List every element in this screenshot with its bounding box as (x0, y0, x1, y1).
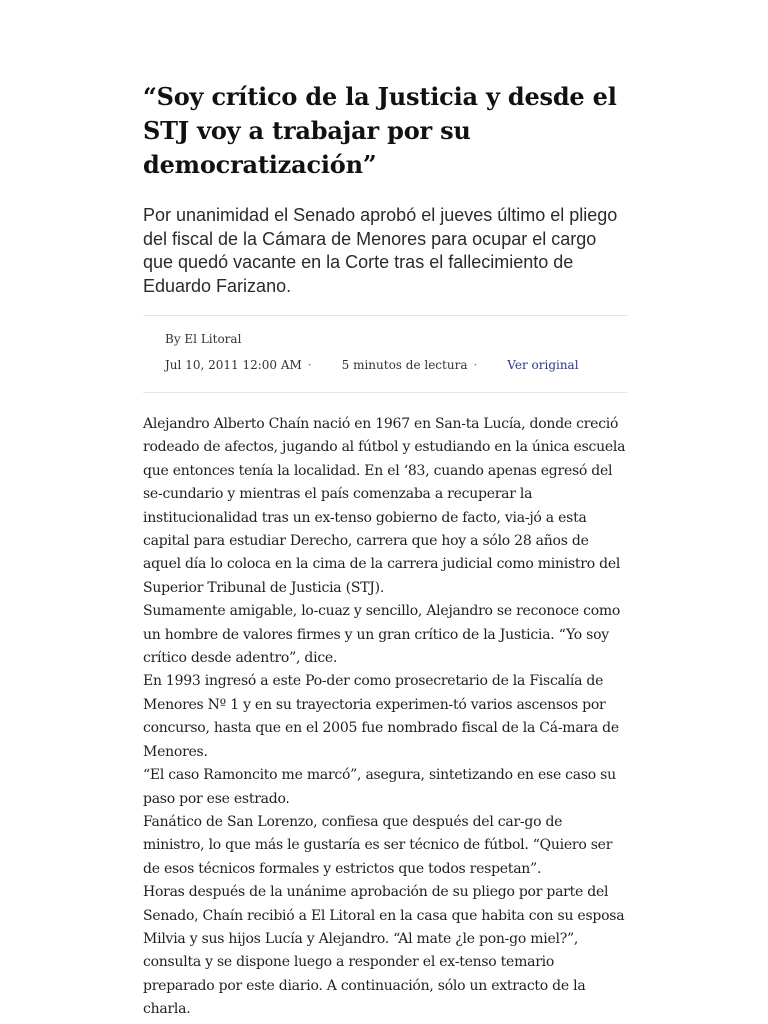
body-paragraph: En 1993 ingresó a este Po-der como prosecretario de la Fiscalía de Menores Nº 1 y en su trayectoria experimen-tó varios ascensos por concurso, hasta que en el 2005 fue nombrado fiscal de la Cá-mara de Menores. (143, 673, 619, 760)
body-paragraph: Sumamente amigable, lo-cuaz y sencillo, Alejandro se reconoce como un hombre de valores firmes y un gran crítico de la Justicia. “Yo soy crítico desde adentro”, dice. (143, 603, 621, 667)
article (143, 80, 627, 1022)
read-time: 5 minutos de lectura (341, 358, 468, 372)
body-paragraph: Alejandro Alberto Chaín nació en 1967 en San-ta Lucía, donde creció rodeado de afectos, jugando al fútbol y estudiando en la única escuela que entonces tenía la localidad. En el ‘83, cuando apenas egresó del se-cundario y mientras el país comenzaba a recuperar la institucionalidad tras un ex-tenso gobierno de facto, via-jó a esta capital para estudiar Derecho, carrera que hoy a sólo 28 años de aquel día lo coloca en la cima de la carrera judicial como ministro del Superior Tribunal de Justicia (STJ). (143, 416, 626, 596)
article-body (143, 413, 627, 1022)
view-original-link[interactable]: Ver original (507, 358, 579, 372)
body-paragraph: Horas después de la unánime aprobación de su pliego por parte del Senado, Chaín recibió a El Litoral en la casa que habita con su esposa Milvia y sus hijos Lucía y Alejandro. “Al mate ¿le pon-go miel?”, consulta y se dispone luego a responder el ex-tenso temario preparado por este diario. A continuación, sólo un extracto de la charla. (143, 884, 625, 1018)
article-meta (143, 315, 627, 393)
publish-date: Jul 10, 2011 12:00 AM (165, 358, 302, 372)
meta-separator: · (307, 358, 312, 372)
article-subtitle: Por unanimidad el Senado aprobó el jueves último el pliego del fiscal de la Cámara de Menores para ocupar el cargo que quedó vacante en la Corte tras el fallecimiento de Eduardo Farizano. (143, 205, 618, 296)
meta-separator: · (473, 358, 478, 372)
byline: By El Litoral (165, 332, 242, 346)
article-headline: “Soy crítico de la Justicia y desde el STJ voy a trabajar por su democratización” (143, 82, 617, 179)
body-paragraph: “El caso Ramoncito me marcó”, asegura, sintetizando en ese caso su paso por ese estrado. (143, 767, 616, 807)
body-paragraph: Fanático de San Lorenzo, confiesa que después del car-go de ministro, lo que más le gustaría es ser técnico de fútbol. “Quiero ser de esos técnicos formales y estrictos que todos respetan”. (143, 813, 613, 877)
